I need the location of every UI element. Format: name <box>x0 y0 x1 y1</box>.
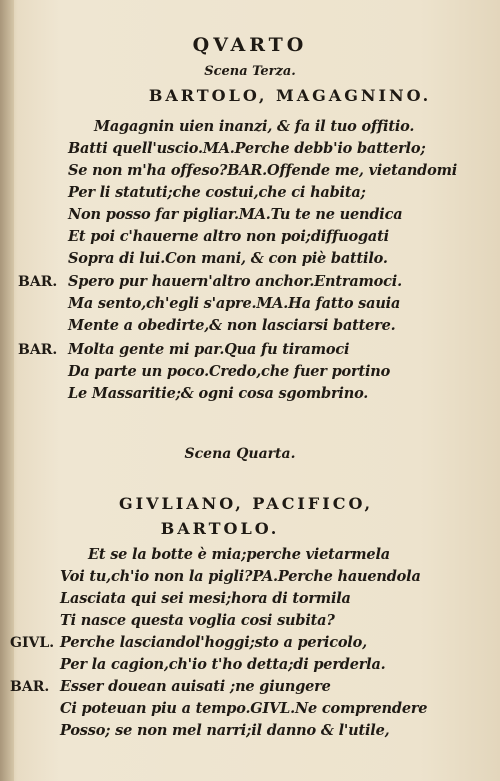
verse-line: Perche lasciandol'hoggi;sto a pericolo, <box>60 634 367 651</box>
verse-line: Per la cagion,ch'io t'ho detta;di perderla. <box>60 656 386 673</box>
verse-line: Et se la botte è mia;perche vietarmela <box>88 546 390 563</box>
verse-line: Posso; se non mel narri;il danno & l'utile, <box>60 722 390 739</box>
page-gutter <box>0 0 14 781</box>
verse-line: Lasciata qui sei mesi;hora di tormila <box>60 590 351 607</box>
verse-line: Le Massaritie;& ogni cosa sgombrino. <box>68 385 369 402</box>
verse-line: Ma sento,ch'egli s'apre.MA.Ha fatto sauia <box>68 295 401 312</box>
verse-line: Non posso far pigliar.MA.Tu te ne uendica <box>68 206 403 223</box>
verse-line: Voi tu,ch'io non la pigli?PA.Perche hauendola <box>60 568 421 585</box>
speaker-label: BAR. <box>10 679 50 695</box>
verse-line: Se non m'ha offeso?BAR.Offende me, vietandomi <box>68 162 458 179</box>
act-heading: QVARTO <box>192 34 308 56</box>
verse-line: Ti nasce questa voglia cosi subita? <box>60 612 335 629</box>
speaker-label: BAR. <box>18 342 58 358</box>
verse-line: Molta gente mi par.Qua fu tiramoci <box>68 341 350 358</box>
verse-line: Per li statuti;che costui,che ci habita; <box>68 184 366 201</box>
verse-line: Esser douean auisati ;ne giungere <box>60 678 331 695</box>
scene-3-characters: BARTOLO, MAGAGNINO. <box>148 86 432 105</box>
verse-line: Batti quell'uscio.MA.Perche debb'io batterlo; <box>68 140 426 157</box>
speaker-label: GIVL. <box>10 635 55 651</box>
scene-4-characters-line2: BARTOLO. <box>160 519 280 538</box>
verse-line: Sopra di lui.Con mani, & con piè battilo. <box>68 250 388 267</box>
scene-4-characters-line1: GIVLIANO, PACIFICO, <box>118 494 374 513</box>
scene-title-4: Scena Quarta. <box>184 446 296 462</box>
verse-line: Ci poteuan piu a tempo.GIVL.Ne comprendere <box>60 700 428 717</box>
verse-line: Magagnin uien inanzi, & fa il tuo offitio. <box>94 118 415 135</box>
verse-line: Spero pur hauern'altro anchor.Entramoci. <box>68 273 402 290</box>
speaker-label: BAR. <box>18 274 58 290</box>
verse-line: Da parte un poco.Credo,che fuer portino <box>68 363 391 380</box>
scene-title-3: Scena Terza. <box>204 64 296 79</box>
verse-line: Mente a obedirte,& non lasciarsi battere. <box>68 317 396 334</box>
verse-line: Et poi c'hauerne altro non poi;diffuogati <box>68 228 389 245</box>
